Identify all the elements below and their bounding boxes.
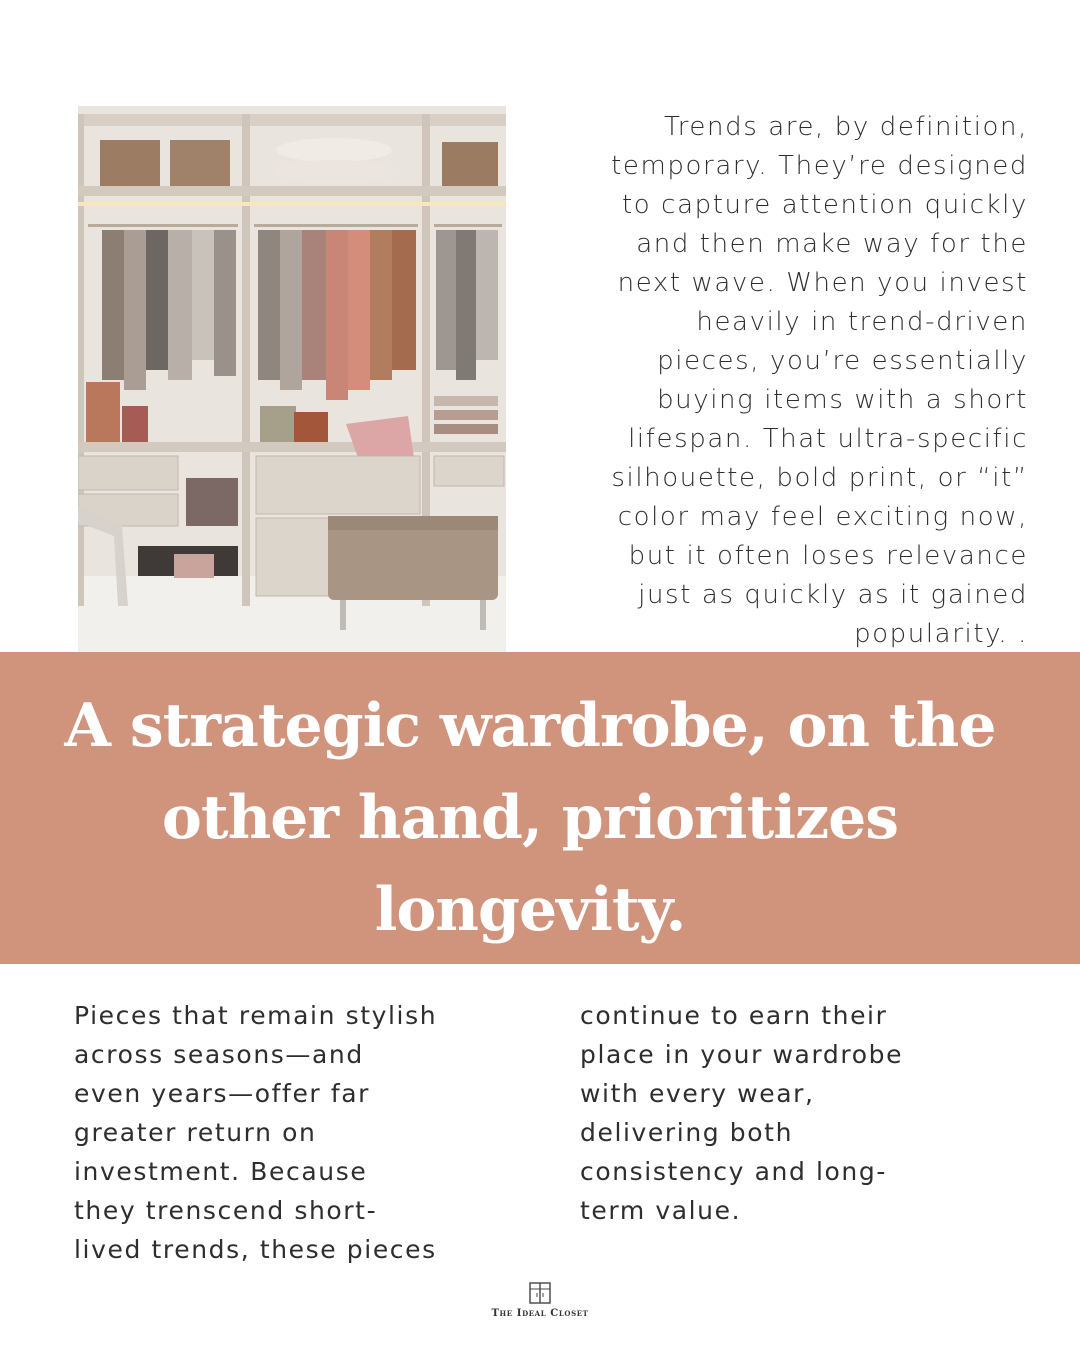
intro-line: and then make way for the [636, 229, 1028, 259]
body-line: across seasons—and [74, 1040, 364, 1069]
intro-paragraph [520, 108, 1028, 654]
intro-line: Trends are, by definition, [664, 112, 1028, 142]
intro-line: lifespan. That ultra-specific [628, 424, 1028, 454]
brand-name: The Ideal Closet [491, 1308, 589, 1319]
body-line: place in your wardrobe [580, 1040, 904, 1069]
body-line: delivering both [580, 1118, 794, 1147]
body-line: continue to earn their [580, 1001, 888, 1030]
intro-line: but it often loses relevance [628, 541, 1028, 571]
intro-line: buying items with a short [657, 385, 1028, 415]
intro-line: temporary. They’re designed [611, 151, 1028, 181]
intro-line: color may feel exciting now, [617, 502, 1028, 532]
intro-line: pieces, you’re essentially [657, 346, 1028, 376]
body-column-right [580, 996, 1020, 1230]
body-line: Pieces that remain stylish [74, 1001, 438, 1030]
body-line: lived trends, these pieces [74, 1235, 437, 1264]
brand-logo [480, 1282, 600, 1319]
intro-line: to capture attention quickly [622, 190, 1028, 220]
body-line: greater return on [74, 1118, 317, 1147]
closet-illustration [78, 106, 506, 652]
closet-monogram-icon [529, 1282, 551, 1304]
headline [60, 680, 1000, 956]
headline-line: longevity. [374, 875, 686, 945]
intro-line: just as quickly as it gained [638, 580, 1028, 610]
intro-line: heavily in trend-driven [696, 307, 1028, 337]
body-line: consistency and long- [580, 1157, 887, 1186]
closet-photo [78, 106, 506, 652]
intro-line: silhouette, bold print, or “it” [611, 463, 1028, 493]
body-line: they trenscend short- [74, 1196, 378, 1225]
body-column-left [74, 996, 544, 1269]
headline-line: A strategic wardrobe, on the [64, 691, 996, 761]
intro-line: next wave. When you invest [617, 268, 1028, 298]
headline-line: other hand, prioritizes [161, 783, 899, 853]
intro-line: popularity. . [854, 619, 1028, 649]
body-line: investment. Because [74, 1157, 368, 1186]
body-line: term value. [580, 1196, 742, 1225]
body-line: even years—offer far [74, 1079, 371, 1108]
body-line: with every wear, [580, 1079, 815, 1108]
